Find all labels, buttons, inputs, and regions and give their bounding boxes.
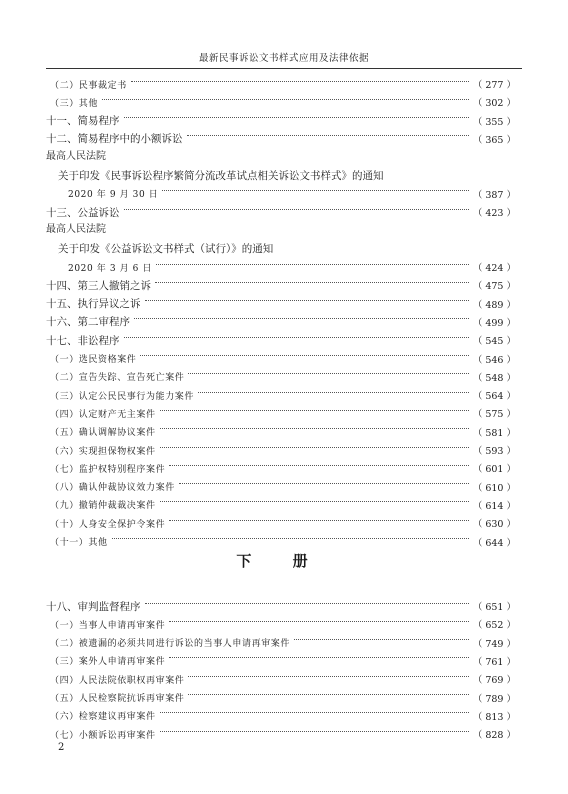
toc-entry-title: （三）案外人申请再审案件 [50,657,166,668]
toc-entry [46,387,516,403]
toc-entry [46,405,516,421]
toc-entry-title: 2020 年 9 月 30 日 [68,190,159,201]
dot-leader [160,501,469,502]
dot-leader [188,676,468,677]
toc-entry-page: （ 601 ） [472,464,516,476]
toc-entry-page: （ 489 ） [472,299,516,311]
toc-entry [46,598,516,614]
dot-leader [112,538,469,539]
toc-entry-page: （ 302 ） [472,98,516,110]
toc-entry [46,113,516,129]
dot-leader [169,657,469,658]
toc-entry [46,726,516,742]
toc-entry-page: （ 475 ） [472,281,516,293]
running-header-title: 最新民事诉讼文书样式应用及法律依据 [198,53,369,64]
toc-entry-page: （ 355 ） [472,116,516,128]
toc-entry [46,616,516,632]
toc-entry-page: （ 610 ） [472,482,516,494]
toc-entry-page: （ 581 ） [472,427,516,439]
toc-entry [46,460,516,476]
toc-entry [46,332,516,348]
toc-entry-page: （ 644 ） [472,537,516,549]
toc-entry [46,424,516,440]
toc-entry-title: （五）人民检察院抗诉再审案件 [50,694,185,704]
toc-entry [46,708,516,724]
toc-entry [46,94,516,110]
toc-entry-page: （ 423 ） [472,208,516,220]
toc-entry [46,204,516,220]
dot-leader [187,135,469,136]
dot-leader [160,731,469,732]
toc-entry-page: （ 614 ） [472,500,516,512]
dot-leader [134,318,469,319]
toc-entry-title: 十五、执行异议之诉 [46,298,141,311]
toc-entry [46,314,516,330]
notice-title: 关于印发《公益诉讼文书样式（试行）》的通知 [58,242,274,255]
toc-entry-title: （七）监护权特别程序案件 [50,464,166,475]
toc-entry-title: （二）宣告失踪、宣告死亡案件 [50,373,185,384]
toc-entry [46,515,516,531]
toc-entry [46,186,516,202]
toc-entry-title: （九）撤销仲裁裁决案件 [50,501,156,512]
toc-entry [46,296,516,312]
dot-leader [160,712,469,713]
toc-entry-title: （四）认定财产无主案件 [50,409,156,420]
toc-entry [46,259,516,275]
toc-entry [46,277,516,293]
toc-entry [46,497,516,513]
toc-entry-title: 2020 年 3 月 6 日 [68,263,153,274]
toc-entry [46,671,516,687]
dot-leader [188,373,468,374]
dot-leader [160,447,469,448]
volume-title: 下 册 [236,552,326,570]
toc-entry-page: （ 387 ） [472,189,516,201]
toc-entry-title: （三）其他 [50,98,99,109]
toc-entry-page: （ 545 ） [472,336,516,348]
issuing-institution: 最高人民法院 [46,151,106,163]
toc-entry-title: 十六、第二审程序 [46,316,130,329]
toc-entry-title: 十三、公益诉讼 [46,206,120,219]
toc-entry [46,442,516,458]
dot-leader [140,355,468,356]
toc-entry-title: （十）人身安全保护令案件 [50,519,166,530]
toc-entry-title: （三）认定公民民事行为能力案件 [50,391,195,402]
notice-title: 关于印发《民事诉讼程序繁简分流改革试点相关诉讼文书样式》的通知 [58,169,384,182]
dot-leader [102,99,469,100]
dot-leader [160,428,469,429]
dot-leader [124,117,469,118]
dot-leader [160,410,469,411]
toc-entry [46,653,516,669]
toc-entry-title: （四）人民法院依职权再审案件 [50,675,185,686]
toc-entry-title: （十一）其他 [50,538,108,548]
dot-leader [145,300,469,301]
toc-entry-title: （八）确认仲裁协议效力案件 [50,483,175,494]
dot-leader [124,209,469,210]
toc-entry [46,369,516,385]
toc-entry-page: （ 548 ） [472,372,516,384]
toc-entry-page: （ 564 ） [472,391,516,403]
dot-leader [179,483,469,484]
toc-entry-title: （六）检察建议再审案件 [50,712,156,723]
dot-leader [155,282,469,283]
dot-leader [169,621,469,622]
toc-entry-page: （ 652 ） [472,620,516,632]
dot-leader [145,603,469,604]
toc-entry-title: 十二、简易程序中的小额诉讼 [46,133,183,146]
toc-entry-page: （ 424 ） [472,263,516,274]
toc-entry [46,635,516,651]
page-number: 2 [58,742,65,753]
toc-entry-page: （ 769 ） [472,675,516,687]
toc-entry-title: （五）确认调解协议案件 [50,428,156,439]
toc-entry [46,479,516,495]
toc-entry [46,351,516,367]
toc-entry-page: （ 630 ） [472,519,516,531]
dot-leader [156,264,469,265]
dot-leader [294,639,469,640]
dot-leader [169,465,469,466]
toc-entry-page: （ 277 ） [472,80,516,91]
toc-entry [46,690,516,706]
toc-entry [46,131,516,147]
toc-entry-title: 十一、简易程序 [46,115,120,128]
toc-entry-title: （二）民事裁定书 [50,80,127,91]
toc-entry-page: （ 761 ） [472,656,516,668]
dot-leader [131,81,469,82]
toc-entry-title: 十四、第三人撤销之诉 [46,279,151,292]
toc-entry-page: （ 813 ） [472,711,516,723]
toc-entry [46,534,516,550]
dot-leader [188,694,468,695]
toc-entry [46,76,516,92]
toc-entry-title: （六）实现担保物权案件 [50,446,156,457]
toc-entry-page: （ 651 ） [472,602,516,613]
toc-entry-title: 十八、审判监督程序 [46,600,141,613]
toc-entry-title: （二）被遗漏的必须共同进行诉讼的当事人申请再审案件 [50,639,291,650]
toc-entry-page: （ 789 ） [472,693,516,705]
toc-entry-page: （ 499 ） [472,317,516,329]
dot-leader [169,520,469,521]
toc-entry-title: （一）选民资格案件 [50,355,137,365]
toc-entry-page: （ 365 ） [472,134,516,146]
toc-entry-title: 十七、非讼程序 [46,334,120,347]
dot-leader [124,337,469,338]
toc-entry-page: （ 828 ） [472,730,516,742]
dot-leader [162,190,468,191]
toc-entry-page: （ 749 ） [472,638,516,650]
issuing-institution: 最高人民法院 [46,224,106,236]
toc-entry-title: （一）当事人申请再审案件 [50,620,166,631]
running-header [46,50,522,69]
toc-entry-page: （ 575 ） [472,409,516,421]
toc-entry-title: （七）小额诉讼再审案件 [50,730,156,741]
toc-entry-page: （ 593 ） [472,446,516,457]
toc-entry-page: （ 546 ） [472,354,516,366]
dot-leader [198,392,469,393]
